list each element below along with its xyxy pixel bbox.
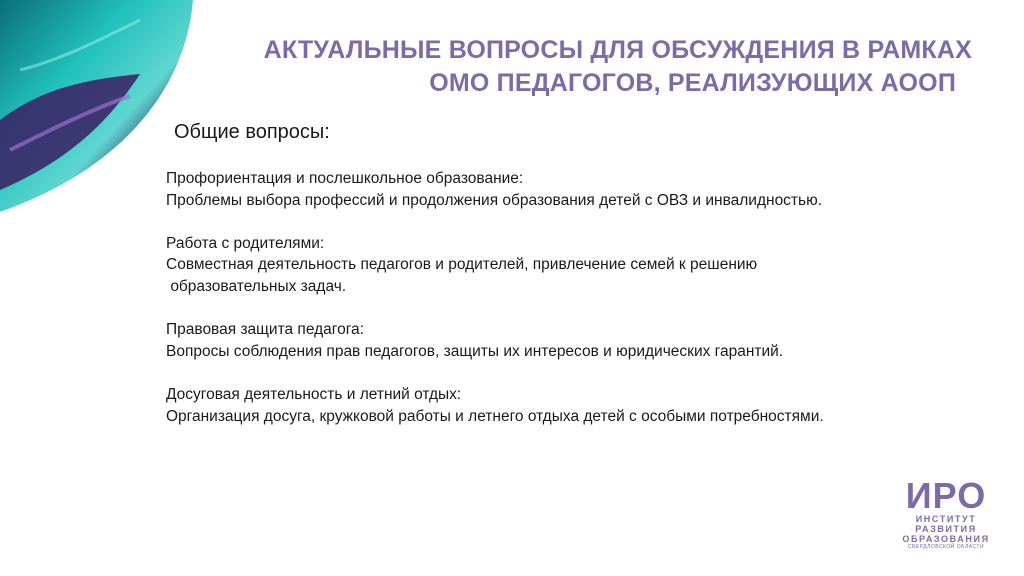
slide-title (212, 34, 972, 100)
logo-line-4: СВЕРДЛОВСКОЙ ОБЛАСТИ (907, 544, 985, 550)
logo-line-2: РАЗВИТИЯ (915, 524, 977, 534)
logo-mark: ИРО (905, 475, 987, 516)
topic-text: Вопросы соблюдения прав педагогов, защиты их интересов и юридических гарантий. (166, 342, 784, 360)
slide-title-line-1: АКТУАЛЬНЫЕ ВОПРОСЫ ДЛЯ ОБСУЖДЕНИЯ В РАМКАХ (263, 36, 972, 64)
topic-heading: Досуговая деятельность и летний отдых: (166, 385, 462, 403)
slide-title-line-2: ОМО ПЕДАГОГОВ, РЕАЛИЗУЮЩИХ АООП (429, 69, 956, 97)
topic-block (166, 319, 966, 362)
logo-line-3: ОБРАЗОВАНИЯ (902, 534, 990, 544)
logo-line-1: ИНСТИТУТ (915, 514, 977, 524)
topic-text: Совместная деятельность педагогов и родителей, привлечение семей к решению (166, 256, 758, 274)
topic-block (166, 168, 966, 211)
topic-heading: Работа с родителями: (166, 234, 325, 252)
section-heading: Общие вопросы: (174, 121, 330, 143)
topic-heading: Правовая защита педагога: (166, 321, 364, 339)
topic-text: Проблемы выбора профессий и продолжения образования детей с ОВЗ и инвалидностью. (166, 191, 823, 209)
topic-text: образовательных задач. (166, 277, 347, 295)
topics-list (166, 168, 966, 449)
topic-heading: Профориентация и послешкольное образование: (166, 170, 524, 187)
topic-block (166, 233, 966, 298)
topic-block (166, 384, 966, 427)
iro-logo (896, 475, 996, 551)
topic-text: Организация досуга, кружковой работы и летнего отдыха детей с особыми потребностями. (166, 407, 824, 425)
